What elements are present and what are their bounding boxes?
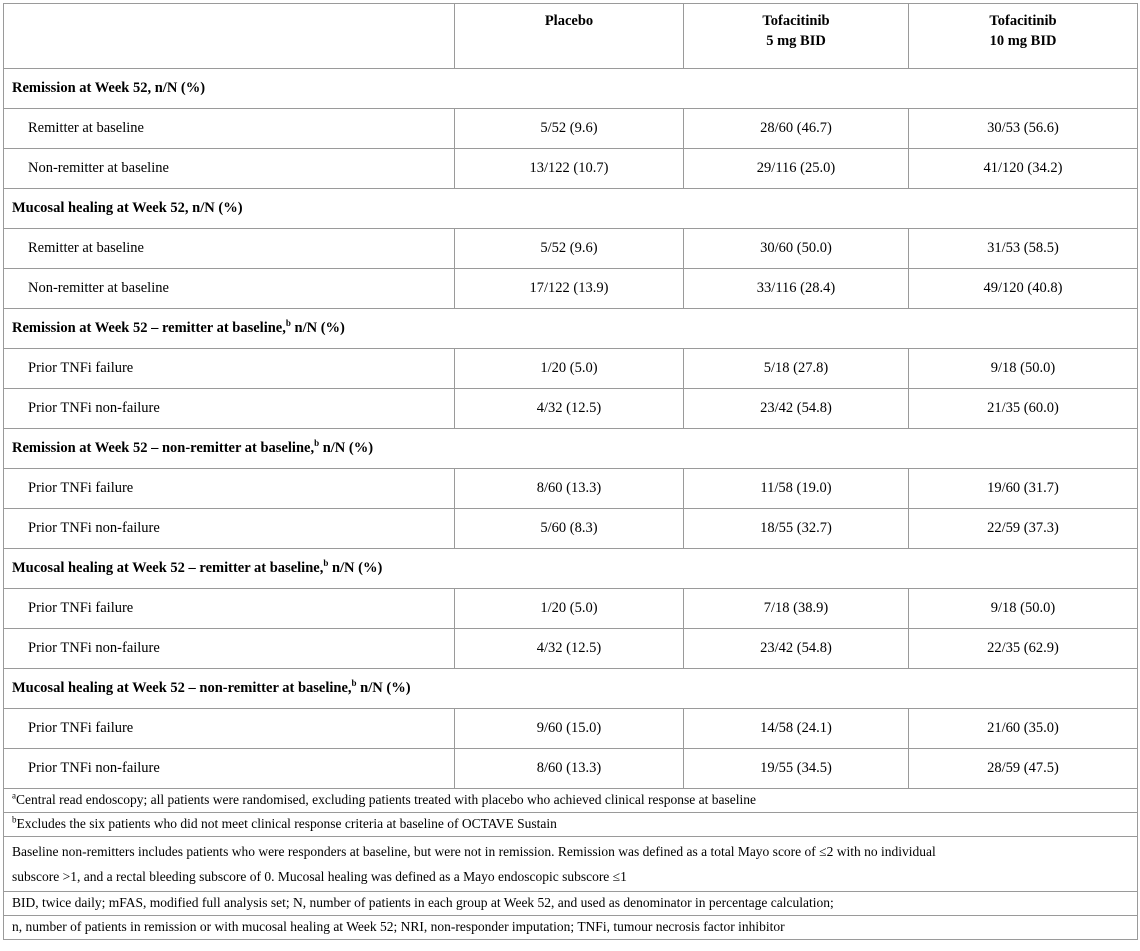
tofacitinib-5mg-value: 30/60 (50.0)	[684, 229, 909, 269]
placebo-value: 5/52 (9.6)	[455, 229, 684, 269]
header-placebo-label: Placebo	[544, 13, 594, 29]
placebo-value: 1/20 (5.0)	[455, 589, 684, 629]
tofacitinib-10mg-value: 41/120 (34.2)	[909, 149, 1138, 189]
row-label: Prior TNFi non-failure	[4, 509, 455, 549]
section-title	[4, 669, 1138, 709]
row-label: Remitter at baseline	[4, 109, 455, 149]
footnote-b-text: Excludes the six patients who did not meet clinical response criteria at baseline of OCTAVE Sustain	[16, 816, 557, 831]
placebo-value: 17/122 (13.9)	[455, 269, 684, 309]
table-row	[4, 149, 1138, 189]
table-row	[4, 709, 1138, 749]
tofacitinib-5mg-value: 7/18 (38.9)	[684, 589, 909, 629]
section-footnote-marker: b	[314, 438, 320, 449]
table-row	[4, 229, 1138, 269]
section-title	[4, 429, 1138, 469]
footnote-baseline-row	[4, 837, 1138, 892]
tofacitinib-10mg-value: 30/53 (56.6)	[909, 109, 1138, 149]
placebo-value: 13/122 (10.7)	[455, 149, 684, 189]
tofacitinib-10mg-value: 21/35 (60.0)	[909, 389, 1138, 429]
section-title	[4, 549, 1138, 589]
table-row	[4, 509, 1138, 549]
tofacitinib-5mg-value: 5/18 (27.8)	[684, 349, 909, 389]
table-row	[4, 109, 1138, 149]
tofacitinib-10mg-value: 49/120 (40.8)	[909, 269, 1138, 309]
section-footnote-marker: b	[351, 678, 357, 689]
section-title	[4, 309, 1138, 349]
row-label: Prior TNFi failure	[4, 589, 455, 629]
footnote-a-text: Central read endoscopy; all patients were randomised, excluding patients treated with placebo who achieved clinical response at baseline	[16, 792, 756, 807]
row-label: Prior TNFi failure	[4, 349, 455, 389]
section-header-row	[4, 309, 1138, 349]
footnote-a	[4, 789, 1138, 813]
tofacitinib-5mg-value: 19/55 (34.5)	[684, 749, 909, 789]
row-label: Prior TNFi non-failure	[4, 749, 455, 789]
row-label: Non-remitter at baseline	[4, 149, 455, 189]
header-blank-cell	[4, 4, 455, 69]
section-footnote-marker: b	[285, 318, 291, 329]
tofacitinib-5mg-value: 29/116 (25.0)	[684, 149, 909, 189]
table-row	[4, 389, 1138, 429]
results-table-container	[3, 3, 1137, 940]
section-header-row	[4, 69, 1138, 109]
section-title-suffix: n/N (%)	[290, 320, 345, 336]
tofacitinib-5mg-value: 14/58 (24.1)	[684, 709, 909, 749]
row-label: Prior TNFi non-failure	[4, 629, 455, 669]
row-label: Prior TNFi non-failure	[4, 389, 455, 429]
footnote-abbrev1-row	[4, 892, 1138, 916]
section-footnote-marker: b	[323, 558, 329, 569]
tofacitinib-10mg-value: 9/18 (50.0)	[909, 349, 1138, 389]
tofacitinib-5mg-value: 11/58 (19.0)	[684, 469, 909, 509]
section-header-row	[4, 189, 1138, 229]
header-tofa10-line2: 10 mg BID	[989, 33, 1057, 49]
footnote-b-marker: b	[12, 814, 17, 825]
tofacitinib-5mg-value: 33/116 (28.4)	[684, 269, 909, 309]
section-title-suffix: n/N (%)	[356, 680, 411, 696]
footnotes	[4, 789, 1138, 940]
placebo-value: 5/52 (9.6)	[455, 109, 684, 149]
tofacitinib-5mg-value: 18/55 (32.7)	[684, 509, 909, 549]
footnote-b-row	[4, 813, 1138, 837]
section-title-text: Mucosal healing at Week 52 – remitter at baseline,	[12, 560, 324, 576]
section-header-row	[4, 549, 1138, 589]
placebo-value: 1/20 (5.0)	[455, 349, 684, 389]
header-tofa5-line1: Tofacitinib	[762, 13, 830, 29]
tofacitinib-10mg-value: 28/59 (47.5)	[909, 749, 1138, 789]
tofacitinib-10mg-value: 22/59 (37.3)	[909, 509, 1138, 549]
placebo-value: 4/32 (12.5)	[455, 629, 684, 669]
results-table	[3, 3, 1138, 940]
section-title-text: Mucosal healing at Week 52 – non-remitter at baseline,	[12, 680, 352, 696]
section-title-suffix: n/N (%)	[328, 560, 383, 576]
tofacitinib-10mg-value: 9/18 (50.0)	[909, 589, 1138, 629]
section-header-row	[4, 669, 1138, 709]
placebo-value: 9/60 (15.0)	[455, 709, 684, 749]
tofacitinib-10mg-value: 22/35 (62.9)	[909, 629, 1138, 669]
header-tofacitinib-10mg	[909, 4, 1138, 69]
table-row	[4, 469, 1138, 509]
footnote-abbreviations-1: BID, twice daily; mFAS, modified full analysis set; N, number of patients in each group at Week 52, and used as denominator in percentage calculation;	[4, 892, 1138, 916]
footnote-a-row	[4, 789, 1138, 813]
table-row	[4, 589, 1138, 629]
table-row	[4, 629, 1138, 669]
header-tofa5-line2: 5 mg BID	[766, 33, 826, 49]
placebo-value: 4/32 (12.5)	[455, 389, 684, 429]
tofacitinib-5mg-value: 28/60 (46.7)	[684, 109, 909, 149]
section-title-text: Mucosal healing at Week 52, n/N (%)	[12, 200, 243, 216]
section-title-text: Remission at Week 52 – remitter at baseline,	[12, 320, 286, 336]
placebo-value: 8/60 (13.3)	[455, 749, 684, 789]
footnote-a-marker: a	[12, 790, 16, 801]
section-title	[4, 69, 1138, 109]
tofacitinib-10mg-value: 31/53 (58.5)	[909, 229, 1138, 269]
section-title-text: Remission at Week 52, n/N (%)	[12, 80, 206, 96]
tofacitinib-5mg-value: 23/42 (54.8)	[684, 629, 909, 669]
tofacitinib-10mg-value: 21/60 (35.0)	[909, 709, 1138, 749]
footnote-abbrev2-row	[4, 916, 1138, 940]
header-tofa10-line1: Tofacitinib	[989, 13, 1057, 29]
footnote-abbreviations-2: n, number of patients in remission or with mucosal healing at Week 52; NRI, non-responder imputation; TNFi, tumour necrosis factor inhibitor	[4, 916, 1138, 940]
header-placebo	[455, 4, 684, 69]
section-header-row	[4, 429, 1138, 469]
section-title-text: Remission at Week 52 – non-remitter at baseline,	[12, 440, 315, 456]
tofacitinib-5mg-value: 23/42 (54.8)	[684, 389, 909, 429]
row-label: Prior TNFi failure	[4, 709, 455, 749]
footnote-baseline-line1: Baseline non-remitters includes patients who were responders at baseline, but were not in remission. Remission was defined as a total Mayo score of ≤2 with no individual	[12, 844, 936, 859]
header-row	[4, 4, 1138, 69]
row-label: Non-remitter at baseline	[4, 269, 455, 309]
footnote-baseline-line2: subscore >1, and a rectal bleeding subscore of 0. Mucosal healing was defined as a Mayo endoscopic subscore ≤1	[12, 869, 627, 884]
table-row	[4, 349, 1138, 389]
row-label: Remitter at baseline	[4, 229, 455, 269]
footnote-b	[4, 813, 1138, 837]
table-row	[4, 749, 1138, 789]
row-label: Prior TNFi failure	[4, 469, 455, 509]
table-row	[4, 269, 1138, 309]
header-tofacitinib-5mg	[684, 4, 909, 69]
section-title-suffix: n/N (%)	[319, 440, 374, 456]
tofacitinib-10mg-value: 19/60 (31.7)	[909, 469, 1138, 509]
placebo-value: 8/60 (13.3)	[455, 469, 684, 509]
section-title	[4, 189, 1138, 229]
placebo-value: 5/60 (8.3)	[455, 509, 684, 549]
footnote-baseline	[4, 837, 1138, 892]
